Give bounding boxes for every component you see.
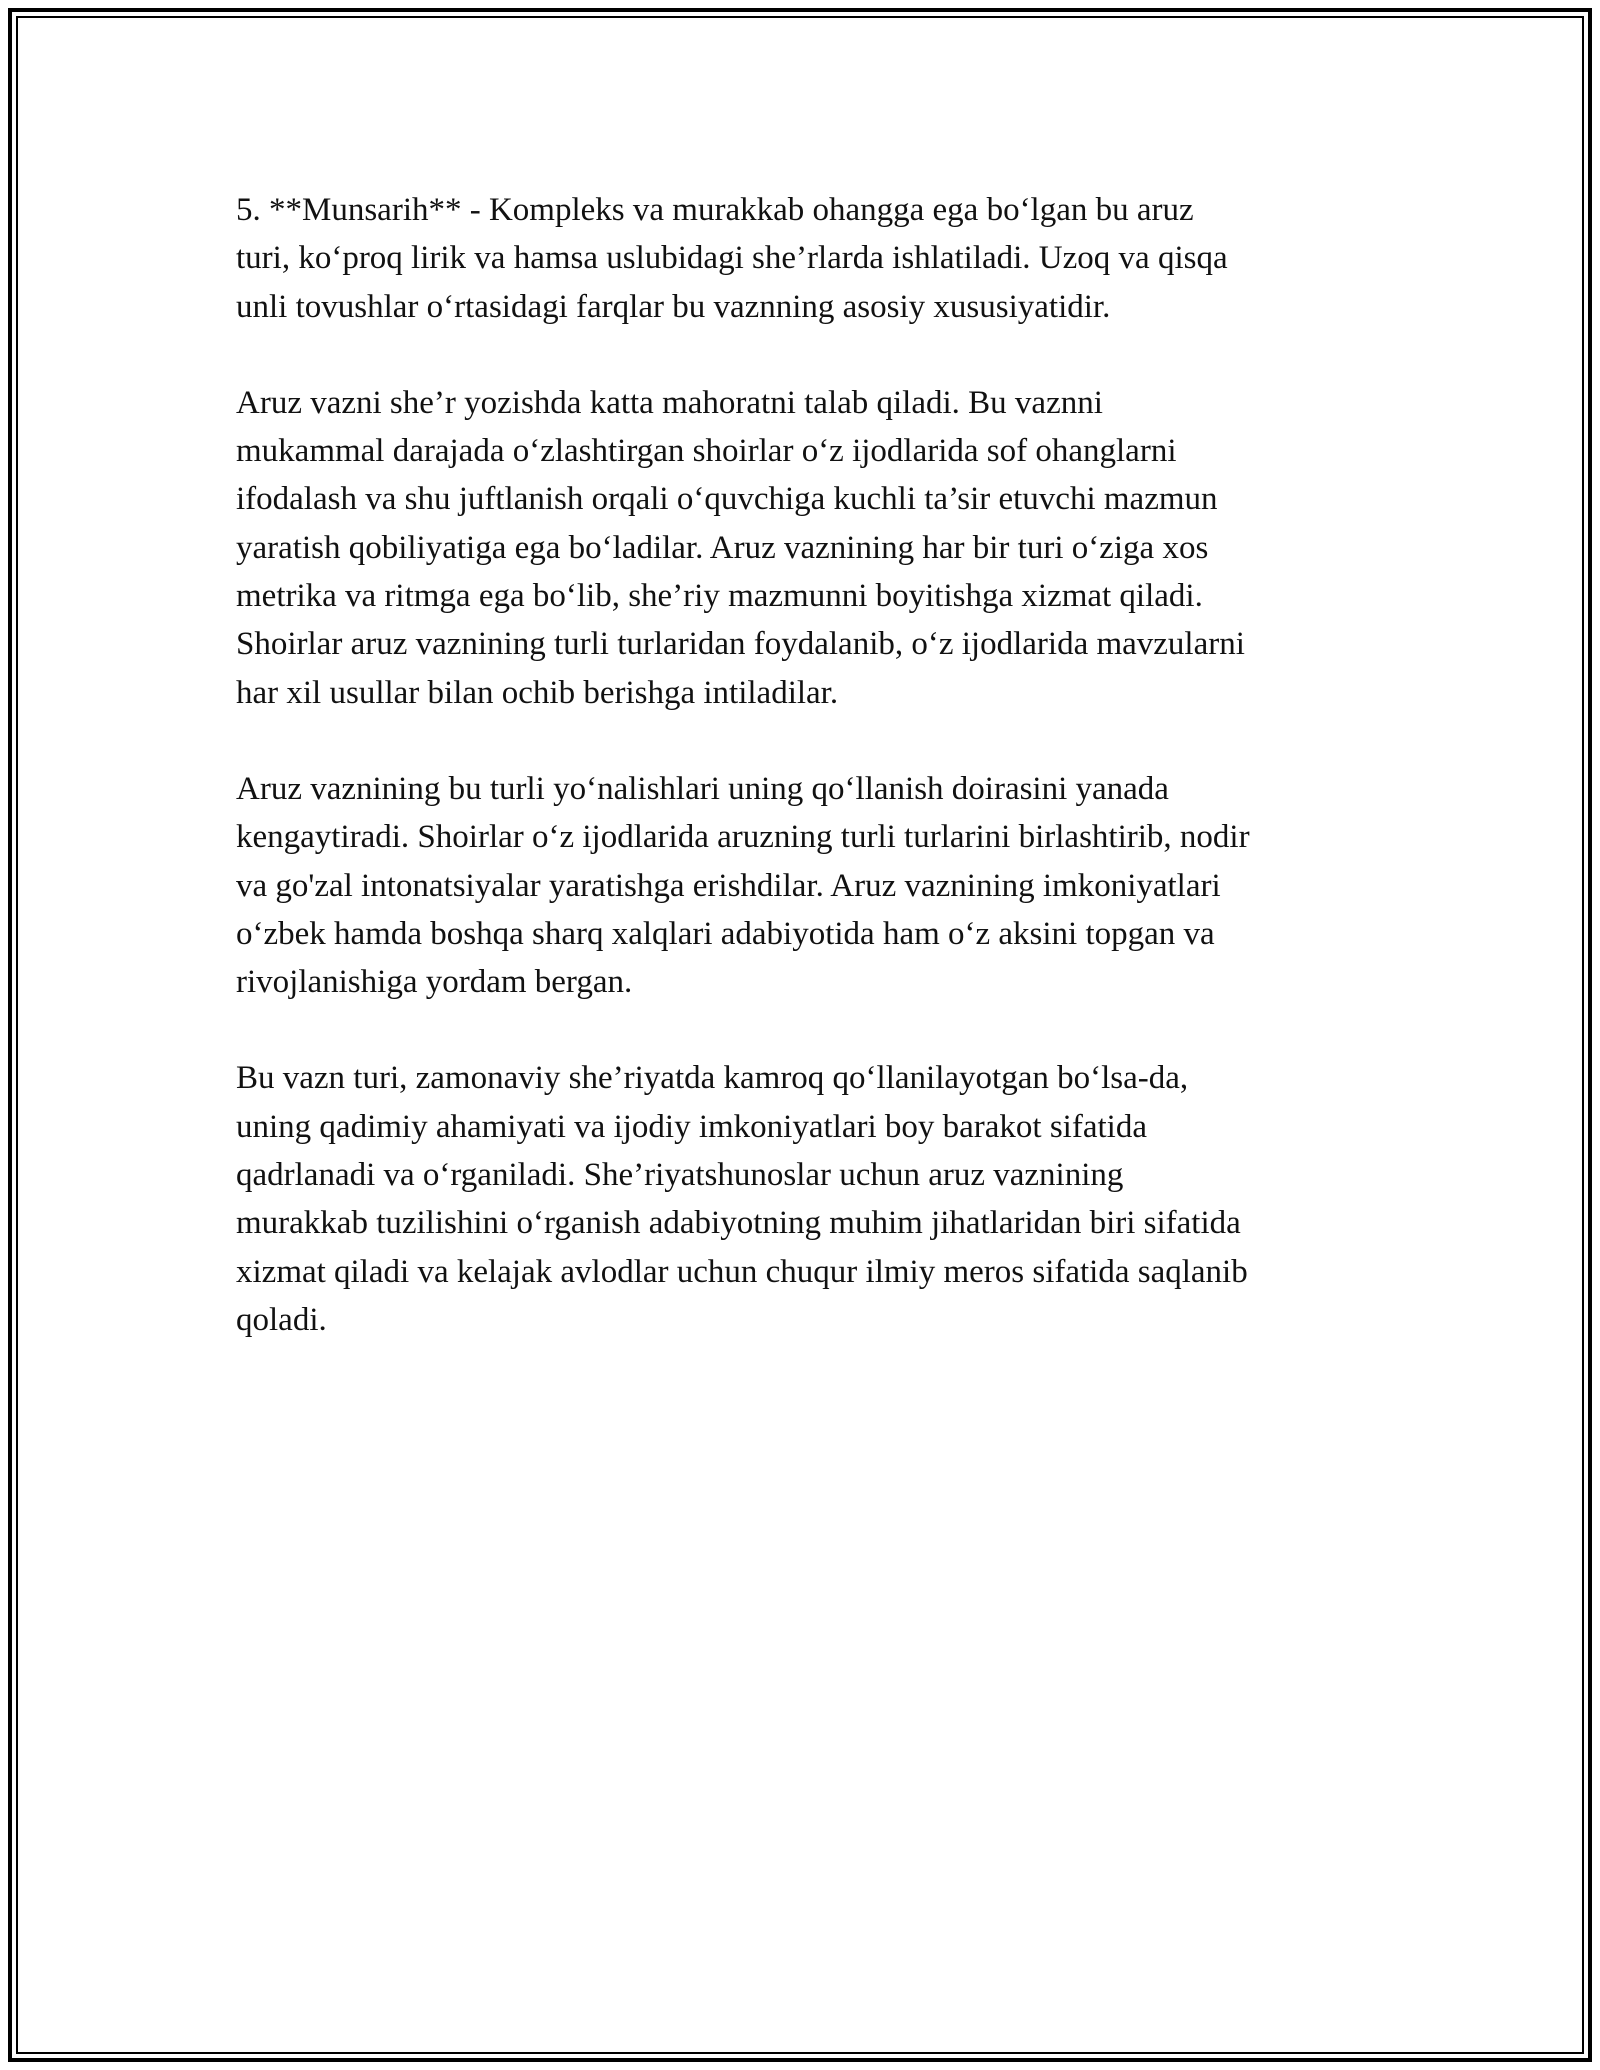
paragraph-munsarih: 5. **Munsarih** - Kompleks va murakkab ohangga ega bo‘lgan bu aruz turi, ko‘proq lirik va hamsa uslubidagi she’rlarda ishlatiladi. Uzoq va qisqa unli tovushlar o‘rtasidagi farqlar bu vaznning asosiy xususiyatidir. bbox=[236, 192, 1228, 325]
paragraph-modern-poetry: Bu vazn turi, zamonaviy she’riyatda kamroq qo‘llanilayotgan bo‘lsa-da, uning qadimiy ahamiyati va ijodiy imkoniyatlari boy barakot sifatida qadrlanadi va o‘rganiladi. She’riyatshunoslar uchun aruz vaznining murakkab tuzilishini o‘rganish adabiyotning muhim jihatlaridan biri sifatida xizmat qiladi va kelajak avlodlar uchun chuqur ilmiy meros sifatida saqlanib qoladi. bbox=[236, 1060, 1248, 1338]
document-body bbox=[236, 186, 1366, 1392]
paragraph-aruz-mastery: Aruz vazni she’r yozishda katta mahoratni talab qiladi. Bu vaznni mukammal darajada o‘zlashtirgan shoirlar o‘z ijodlarida sof ohanglarni ifodalash va shu juftlanish orqali o‘quvchiga kuchli ta’sir etuvchi mazmun yaratish qobiliyatiga ega bo‘ladilar. Aruz vaznining har bir turi o‘ziga xos metrika va ritmga ega bo‘lib, she’riy mazmunni boyitishga xizmat qiladi. Shoirlar aruz vaznining turli turlaridan foydalanib, o‘z ijodlarida mavzularni har xil usullar bilan ochib berishga intiladilar. bbox=[236, 384, 1245, 711]
paragraph-aruz-directions: Aruz vaznining bu turli yo‘nalishlari uning qo‘llanish doirasini yanada kengaytiradi. Shoirlar o‘z ijodlarida aruzning turli turlarini birlashtirib, nodir va go'zal intonatsiyalar yaratishga erishdilar. Aruz vaznining imkoniyatlari o‘zbek hamda boshqa sharq xalqlari adabiyotida ham o‘z aksini topgan va rivojlanishiga yordam bergan. bbox=[236, 770, 1250, 1001]
